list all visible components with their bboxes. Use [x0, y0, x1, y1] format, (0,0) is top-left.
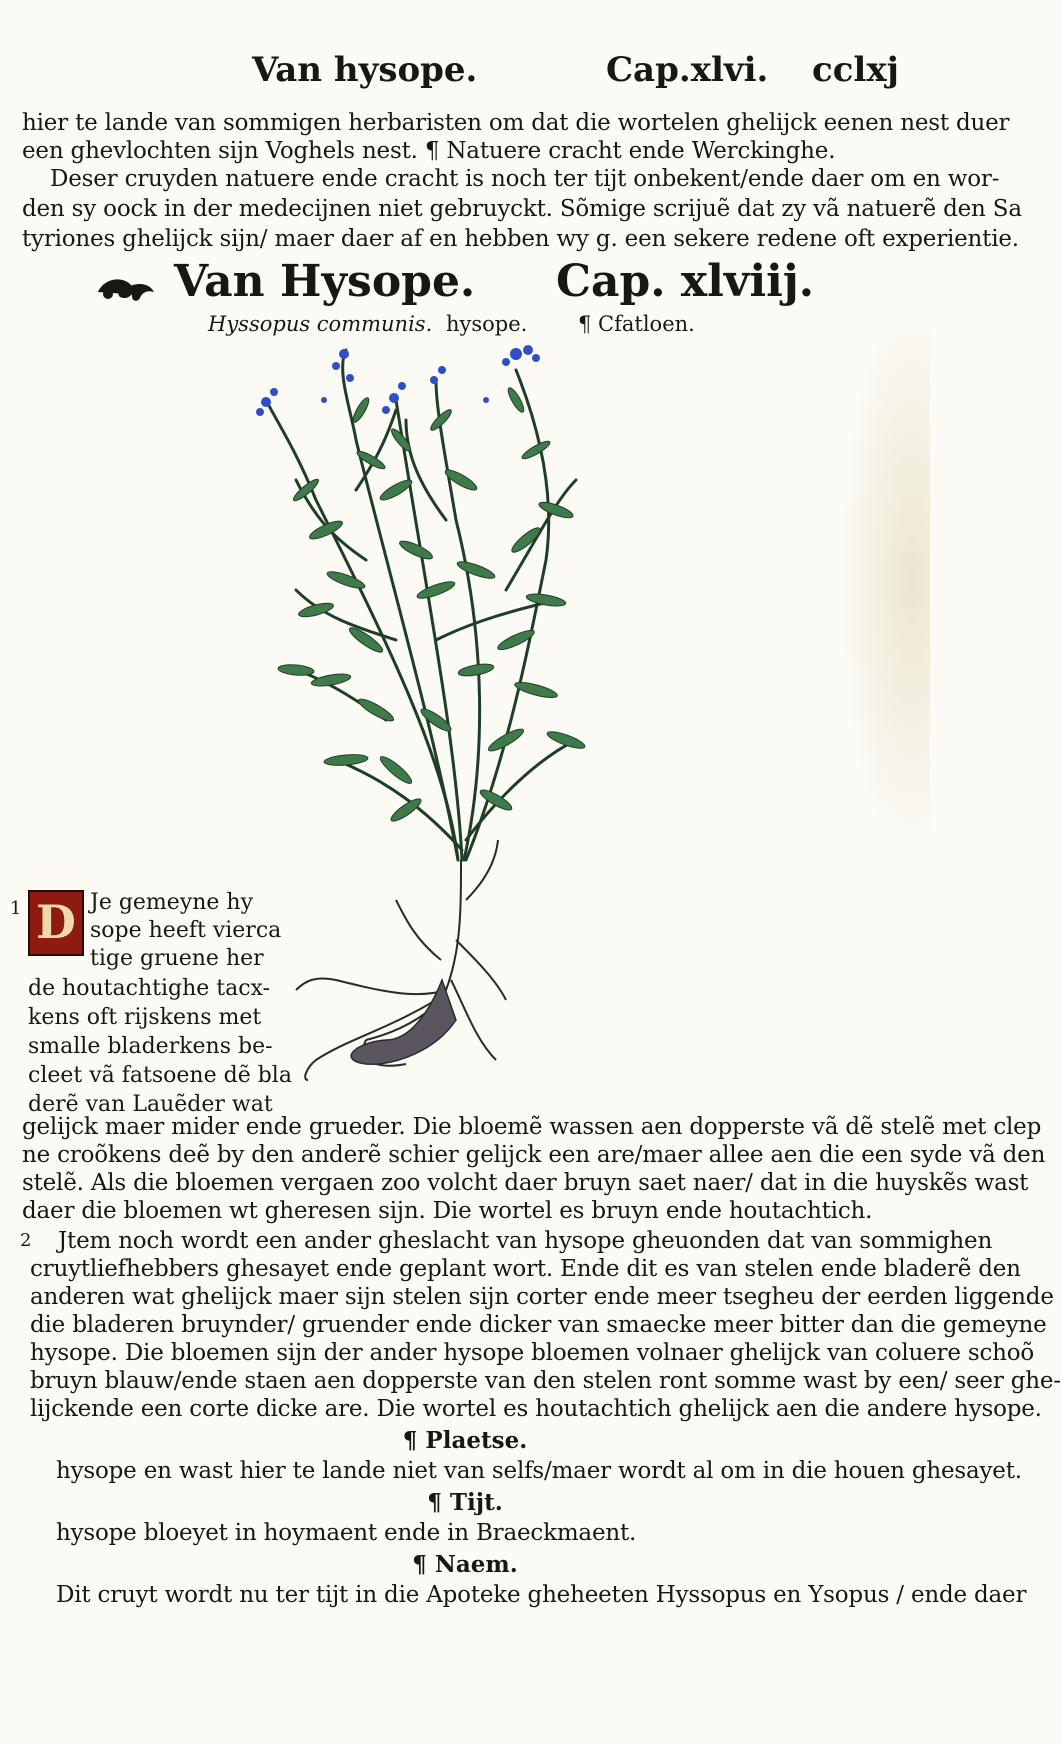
section-text-plaetse: hysope en wast hier te lande niet van selfs/maer wordt al om in die houen ghesayet. — [56, 1458, 1022, 1484]
section-text-tijt: hysope bloeyet in hoymaent ende in Braeckmaent. — [56, 1520, 637, 1546]
latin-name: Hyssopus communis. — [208, 312, 433, 336]
text-line: stelẽ. Als die bloemen vergaen zoo volcht daer bruyn saet naer/ dat in die huyskẽs wast — [22, 1170, 1029, 1196]
other-name: ¶ Cfatloen. — [578, 312, 695, 336]
folio-number: cclxj — [812, 50, 899, 90]
column-line: kens oft rijskens met — [28, 1005, 262, 1030]
text-line: gelijck maer mider ende grueder. Die bloemẽ wassen aen dopperste vã dẽ stelẽ met clep — [22, 1114, 1042, 1140]
text-line: Deser cruyden natuere ende cracht is noch ter tijt onbekent/ende daer om en wor- — [50, 166, 1000, 192]
text-line: ne croõkens deẽ by den anderẽ schier gelijck een are/maer allee aen die een syde vã den — [22, 1142, 1046, 1168]
column-line: de houtachtighe tacx- — [28, 976, 270, 1001]
text-line: bruyn blauw/ende staen aen dopperste van den stelen ront somme wast by een/ seer ghe- — [30, 1368, 1061, 1394]
text-line: hysope. Die bloemen sijn der ander hysope bloemen volnaer ghelijck van coluere schoõ — [30, 1340, 1035, 1366]
section-heading-tijt: ¶ Tijt. — [427, 1489, 503, 1516]
text-line: Jtem noch wordt een ander gheslacht van hysope gheuonden dat van sommighen — [58, 1228, 993, 1254]
text-line: een ghevlochten sijn Voghels nest. ¶ Natuere cracht ende Werckinghe. — [22, 138, 836, 164]
plant-names — [0, 312, 930, 342]
column-line: cleet vã fatsoene dẽ bla — [28, 1063, 292, 1088]
section-heading-naem: ¶ Naem. — [412, 1551, 518, 1578]
margin-number-2: 2 — [20, 1230, 32, 1251]
section-heading-plaetse: ¶ Plaetse. — [402, 1427, 528, 1454]
text-line: anderen wat ghelijck maer sijn stelen sijn corter ende meer tsegheu der eerden liggende — [30, 1284, 1054, 1310]
chapter-name: Van Hysope. — [174, 256, 476, 307]
text-line: daer die bloemen wt gheresen sijn. Die wortel es bruyn ende houtachtich. — [22, 1198, 873, 1224]
margin-number-1: 1 — [10, 898, 22, 919]
dutch-name: hysope. — [446, 312, 528, 336]
text-line: cruytliefhebbers ghesayet ende geplant wort. Ende dit es van stelen ende bladerẽ den — [30, 1256, 1021, 1282]
text-line: hier te lande van sommigen herbaristen om dat die wortelen ghelijck eenen nest duer — [22, 110, 1010, 136]
column-line: sope heeft vierca — [90, 918, 282, 943]
hyssop-illustration — [236, 340, 656, 1100]
paper-stain — [840, 300, 930, 860]
column-line: derẽ van Lauẽder wat — [28, 1092, 273, 1117]
decorated-initial: D — [28, 890, 84, 956]
text-line: lijckende een corte dicke are. Die wortel es houtachtich ghelijck aen die andere hysope. — [30, 1396, 1042, 1422]
column-line: smalle bladerkens be- — [28, 1034, 273, 1059]
chapter-title — [0, 256, 930, 316]
text-line: tyriones ghelijck sijn/ maer daer af en hebben wy g. een sekere redene oft experientie. — [22, 226, 1019, 252]
text-line: die bladeren bruynder/ gruender ende dicker van smaecke meer bitter dan die gemeyne — [30, 1312, 1047, 1338]
page-header — [0, 50, 930, 100]
text-line: den sy oock in der medecijnen niet gebruyckt. Sõmige scrijuẽ dat zy vã natuerẽ den Sa — [22, 196, 1022, 222]
column-line: tige gruene her — [90, 946, 264, 971]
running-title: Van hysope. — [252, 50, 478, 90]
chapter-number: Cap. xlviij. — [556, 256, 815, 307]
chapter-reference: Cap.xlvi. — [606, 50, 769, 90]
section-text-naem: Dit cruyt wordt nu ter tijt in die Apoteke gheheeten Hyssopus en Ysopus / ende daer — [56, 1582, 1027, 1608]
column-line: Je gemeyne hy — [90, 890, 254, 915]
